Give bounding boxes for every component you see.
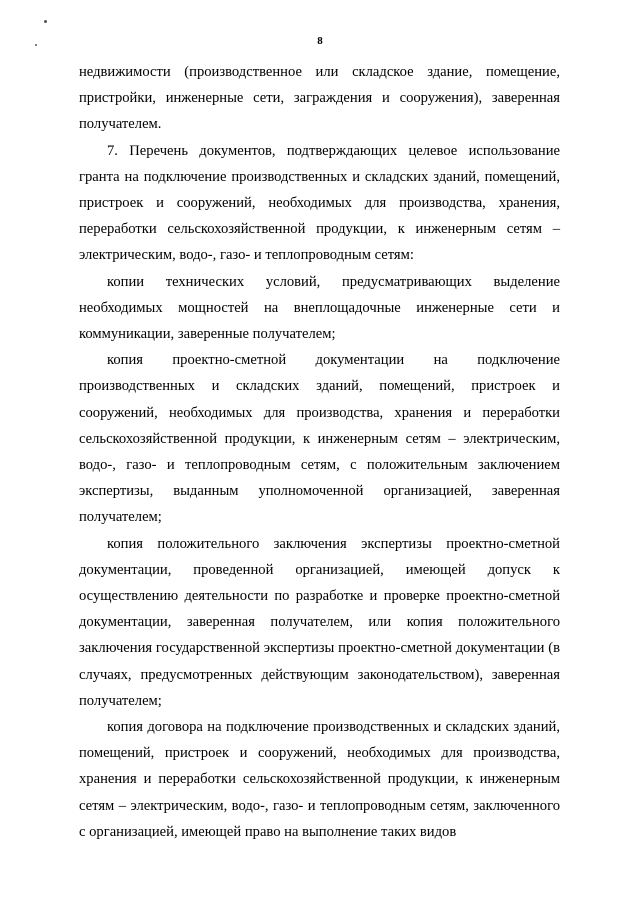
- paragraph-design-estimate-documentation: копия проектно-сметной документации на подключение производственных и складских зданий, помещений, пристроек и сооружений, необходимых для производства, хранения и переработки сельскохозяйственной продукции, к инженерным сетям – электрическим, водо-, газо- и теплопроводным сетям, с положительным заключением экспертизы, выданным уполномоченной организацией, заверенная получателем;: [79, 352, 560, 526]
- scan-speck: [44, 20, 47, 23]
- paragraph-item-7: 7. Перечень документов, подтверждающих целевое использование гранта на подключение производственных и складских зданий, помещений, пристроек и сооружений, необходимых для производства, хранения, переработки сельскохозяйственной продукции, к инженерным сетям – электрическим, водо-, газо- и теплопроводным сетям:: [79, 142, 560, 264]
- paragraph-connection-contract: копия договора на подключение производственных и складских зданий, помещений, пристроек и сооружений, необходимых для производства, хранения и переработки сельскохозяйственной продукции, к инженерным сетям – электрическим, водо-, газо- и теплопроводным сетям, заключенного с организацией, имеющей право на выполнение таких видов: [79, 719, 560, 840]
- document-body: [79, 59, 560, 845]
- paragraph-continuation: недвижимости (производственное или складское здание, помещение, пристройки, инженерные сети, заграждения и сооружения), заверенная получателем.: [79, 64, 560, 133]
- page-number: 8: [317, 35, 323, 47]
- paragraph-expertise-conclusion: копия положительного заключения экспертизы проектно-сметной документации, проведенной организацией, имеющей допуск к осуществлению деятельности по разработке и проверке проектно-сметной документации, заверенная получателем, или копия положительного заключения государственной экспертизы проектно-сметной документации (в случаях, предусмотренных действующим законодательством), заверенная получателем;: [79, 535, 560, 709]
- paragraph-technical-conditions: копии технических условий, предусматривающих выделение необходимых мощностей на внеплощадочные инженерные сети и коммуникации, заверенные получателем;: [79, 273, 560, 343]
